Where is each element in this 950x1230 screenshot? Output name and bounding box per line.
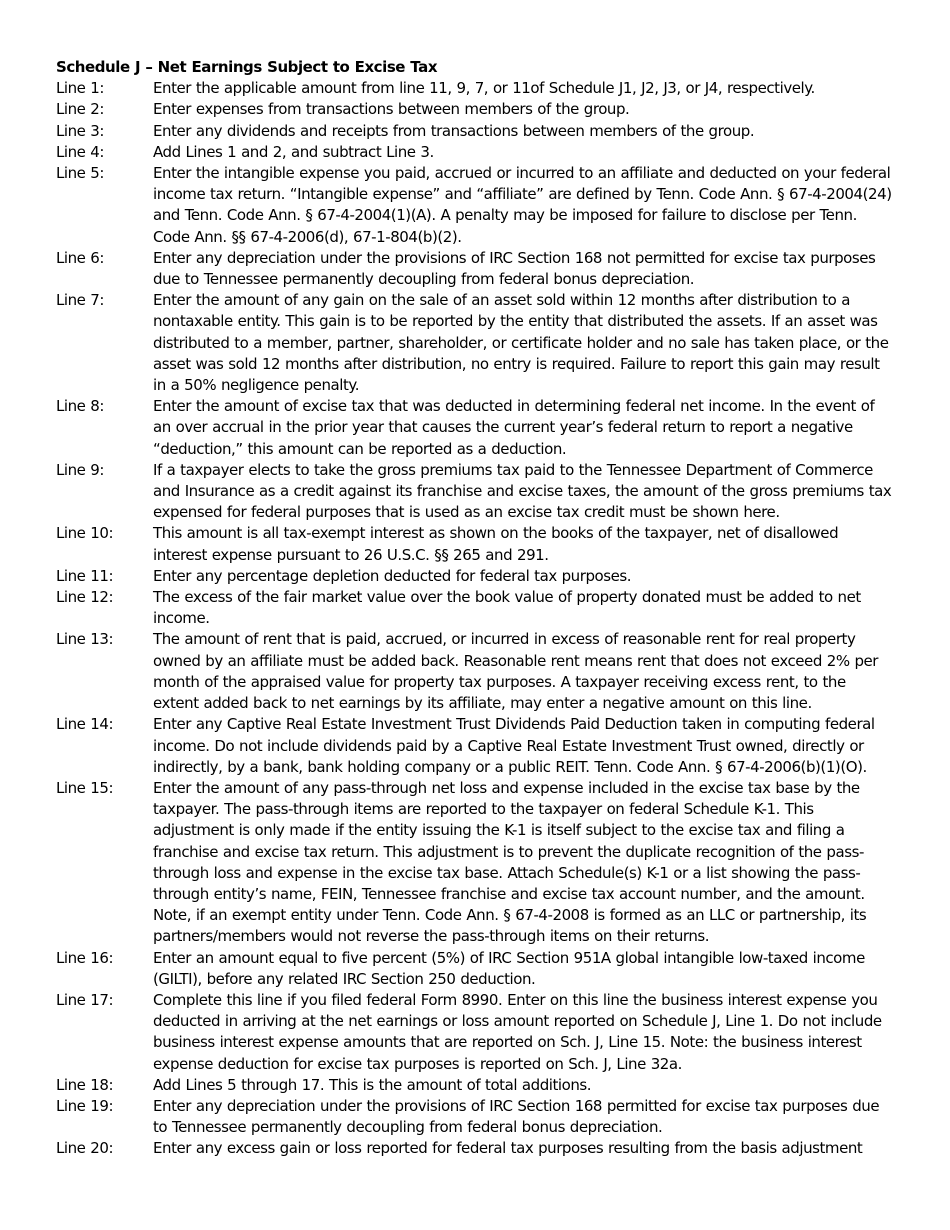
document-page [56,57,896,1160]
instruction-line-6 [56,248,896,290]
line-label: Line 16: [56,948,114,967]
instruction-line-10 [56,523,896,565]
line-label: Line 9: [56,460,104,479]
line-text: Enter expenses from transactions between members of the group. [153,100,630,119]
instruction-line-11 [56,566,896,587]
line-label: Line 15: [56,778,114,797]
instruction-list [56,78,896,1159]
instruction-line-4 [56,142,896,163]
line-label: Line 19: [56,1096,114,1115]
line-text: Enter any depreciation under the provisions of IRC Section 168 permitted for excise tax purposes due to Tennessee permanently decoupling from federal bonus depreciation. [153,1096,880,1137]
instruction-line-16 [56,948,896,990]
line-label: Line 18: [56,1075,114,1094]
line-label: Line 2: [56,100,104,119]
line-text: Enter the amount of any gain on the sale of an asset sold within 12 months after distribution to a nontaxable entity. This gain is to be reported by the entity that distributed the assets. If an asset was distributed to a member, partner, shareholder, or certificate holder and no sale has taken place, or the asset was sold 12 months after distribution, no entry is required. Failure to report this gain may result in a 50% negligence penalty. [153,291,889,395]
instruction-line-12 [56,587,896,629]
line-label: Line 1: [56,79,104,98]
line-label: Line 14: [56,715,114,734]
line-text: Enter any percentage depletion deducted for federal tax purposes. [153,566,632,585]
line-text: Enter any excess gain or loss reported for federal tax purposes resulting from the basis adjustment [153,1139,863,1158]
instruction-line-8 [56,396,896,460]
line-label: Line 4: [56,142,104,161]
line-text: Enter the applicable amount from line 11, 9, 7, or 11of Schedule J1, J2, J3, or J4, respectively. [153,79,815,98]
instruction-line-9 [56,460,896,524]
line-text: Enter any Captive Real Estate Investment Trust Dividends Paid Deduction taken in computing federal income. Do not include dividends paid by a Captive Real Estate Investment Trust owned, directly or indirectly, by a bank, bank holding company or a public REIT. Tenn. Code Ann. § 67-4-2006(b)(1)(O). [153,715,875,776]
line-label: Line 3: [56,121,104,140]
schedule-title: Schedule J – Net Earnings Subject to Excise Tax [56,58,438,76]
instruction-line-15 [56,778,896,948]
line-label: Line 20: [56,1139,114,1158]
line-text: Complete this line if you filed federal Form 8990. Enter on this line the business interest expense you deducted in arriving at the net earnings or loss amount reported on Schedule J, Line 1. Do not include business interest expense amounts that are reported on Sch. J, Line 15. Note: the business interest expense deduction for excise tax purposes is reported on Sch. J, Line 32a. [153,990,882,1073]
line-label: Line 12: [56,588,114,607]
line-label: Line 7: [56,291,104,310]
instruction-line-17 [56,990,896,1075]
line-text: Add Lines 1 and 2, and subtract Line 3. [153,142,434,161]
line-text: Enter the amount of any pass-through net loss and expense included in the excise tax base by the taxpayer. The pass-through items are reported to the taxpayer on federal Schedule K-1. This adjustment is only made if the entity issuing the K-1 is itself subject to the excise tax and filing a franchise and excise tax return. This adjustment is to prevent the duplicate recognition of the pass-through loss and expense in the excise tax base. Attach Schedule(s) K-1 or a list showing the pass-through entity’s name, FEIN, Tennessee franchise and excise tax account number, and the amount. Note, if an exempt entity under Tenn. Code Ann. § 67-4-2008 is formed as an LLC or partnership, its partners/members would not reverse the pass-through items on their returns. [153,778,867,946]
instruction-line-2 [56,99,896,120]
line-label: Line 11: [56,566,114,585]
instruction-line-20 [56,1138,896,1159]
line-text: Enter any depreciation under the provisions of IRC Section 168 not permitted for excise tax purposes due to Tennessee permanently decoupling from federal bonus depreciation. [153,248,876,289]
line-text: Enter any dividends and receipts from transactions between members of the group. [153,121,755,140]
instruction-line-14 [56,714,896,778]
line-label: Line 10: [56,524,114,543]
line-label: Line 13: [56,630,114,649]
instruction-line-3 [56,121,896,142]
line-text: Enter an amount equal to five percent (5%) of IRC Section 951A global intangible low-taxed income (GILTI), before any related IRC Section 250 deduction. [153,948,865,988]
line-text: Add Lines 5 through 17. This is the amount of total additions. [153,1075,592,1094]
instruction-line-5 [56,163,896,248]
line-label: Line 17: [56,990,114,1009]
line-text: Enter the intangible expense you paid, accrued or incurred to an affiliate and deducted on your federal income tax return. “Intangible expense” and “affiliate” are defined by Tenn. Code Ann. § 67-4-2004(24) and Tenn. Code Ann. § 67-4-2004(1)(A). A penalty may be imposed for failure to disclose per Tenn. Code Ann. §§ 67-4-2006(d), 67-1-804(b)(2). [153,164,892,246]
line-label: Line 5: [56,164,104,183]
instruction-line-18 [56,1075,896,1096]
instruction-line-19 [56,1096,896,1138]
line-label: Line 8: [56,397,104,416]
instruction-line-7 [56,290,896,396]
line-text: The excess of the fair market value over the book value of property donated must be added to net income. [153,588,861,628]
instruction-line-13 [56,629,896,714]
line-text: Enter the amount of excise tax that was deducted in determining federal net income. In the event of an over accrual in the prior year that causes the current year’s federal return to report a negative “deduction,” this amount can be reported as a deduction. [153,397,875,458]
line-label: Line 6: [56,248,104,267]
instruction-line-1 [56,78,896,99]
line-text: The amount of rent that is paid, accrued, or incurred in excess of reasonable rent for real property owned by an affiliate must be added back. Reasonable rent means rent that does not exceed 2% per month of the appraised value for property tax purposes. A taxpayer receiving excess rent, to the extent added back to net earnings by its affiliate, may enter a negative amount on this line. [153,630,879,713]
line-text: If a taxpayer elects to take the gross premiums tax paid to the Tennessee Department of Commerce and Insurance as a credit against its franchise and excise taxes, the amount of the gross premiums tax expensed for federal purposes that is used as an excise tax credit must be shown here. [153,460,892,522]
line-text: This amount is all tax-exempt interest as shown on the books of the taxpayer, net of disallowed interest expense pursuant to 26 U.S.C. §§ 265 and 291. [153,524,839,564]
